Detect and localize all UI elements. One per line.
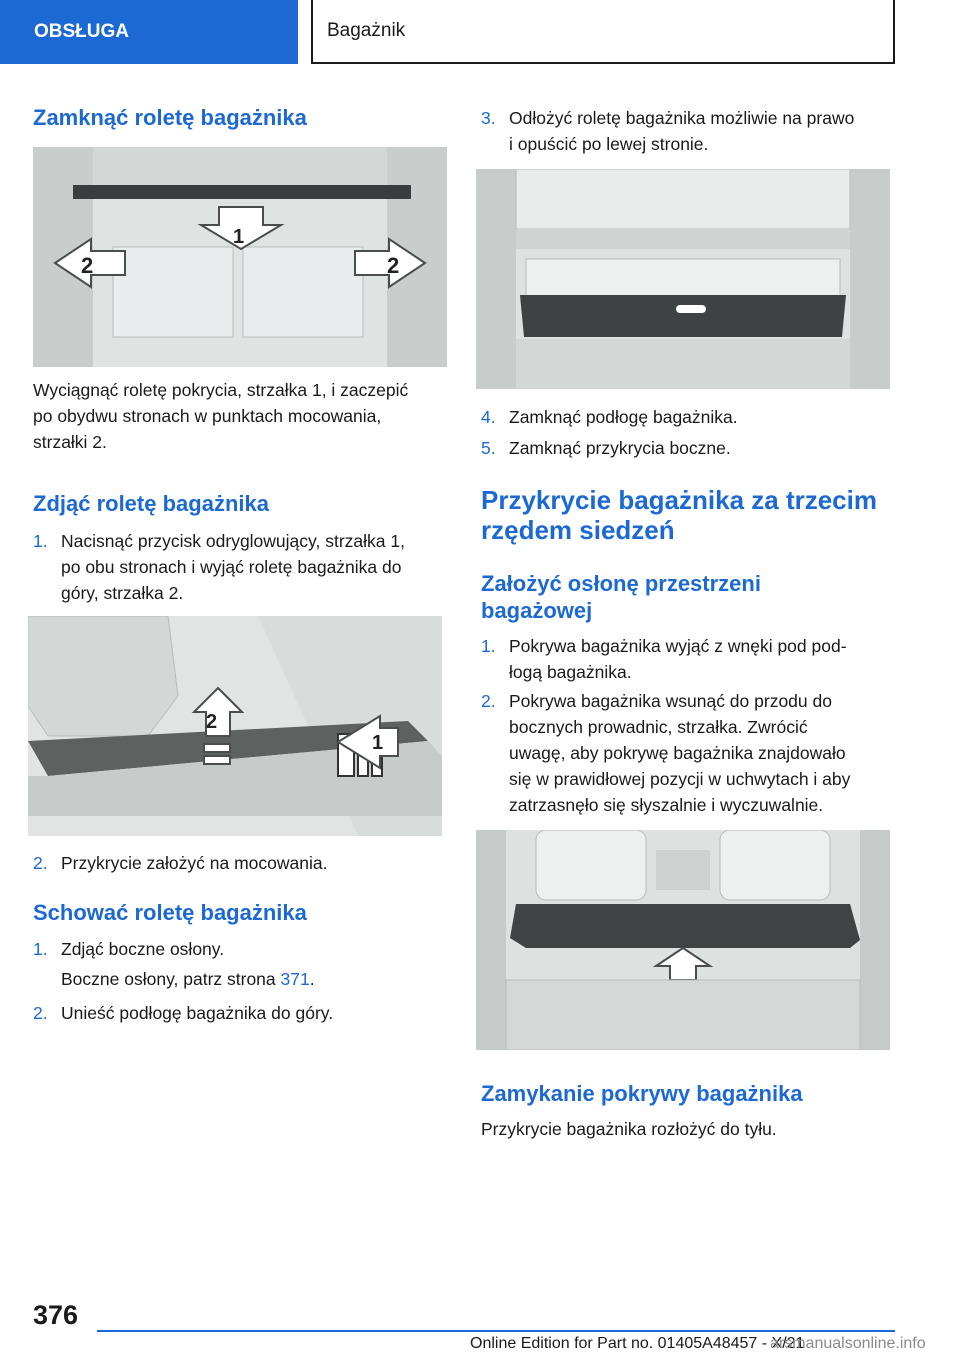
step-text: się w prawidłowej pozycji w uchwytach i aby: [509, 769, 851, 789]
fig1-label-2b: 2: [387, 253, 400, 278]
step-text: góry, strzałka 2.: [61, 583, 184, 603]
fig1-label-1: 1: [233, 226, 245, 248]
heading-fit-cover-line-1: Założyć osłonę przestrzeni: [481, 571, 761, 596]
step-number: 2.: [481, 691, 496, 711]
fig2-label-1: 1: [372, 732, 384, 754]
section-label: OBSŁUGA: [34, 21, 129, 42]
step-text: Zamknąć podłogę bagażnika.: [509, 407, 738, 427]
page-number: 376: [33, 1300, 79, 1330]
step-number: 1.: [33, 531, 48, 551]
paragraph-close-line-2: po obydwu stronach w punktach mocowania,: [33, 406, 382, 426]
watermark: arsmanualsonline.info: [770, 1335, 926, 1352]
step-text: bocznych prowadnic, strzałka. Zwrócić: [509, 717, 808, 737]
step-number: 2.: [33, 853, 48, 873]
heading-close-roller: Zamknąć roletę bagażnika: [33, 105, 307, 130]
step-text: Pokrywa bagażnika wyjąć z wnęki pod pod-: [509, 636, 847, 656]
figure-roller-remove: [28, 616, 442, 836]
step-text: po obu stronach i wyjąć roletę bagażnika do: [61, 557, 402, 577]
section-tab: [0, 0, 298, 64]
step-text: i opuścić po lewej stronie.: [509, 134, 709, 154]
heading-close-cover: Zamykanie pokrywy bagażnika: [481, 1081, 803, 1106]
step-text: Odłożyć roletę bagażnika możliwie na prawo: [509, 108, 855, 128]
footer-rule: [97, 1330, 895, 1332]
paragraph-close-cover: Przykrycie bagażnika rozłożyć do tyłu.: [481, 1119, 777, 1139]
step-text: łogą bagażnika.: [509, 662, 632, 682]
figure-cover-install: [476, 830, 890, 1050]
step-note: [61, 967, 315, 991]
step-number: 1.: [481, 636, 496, 656]
note-text: Boczne osłony, patrz strona: [61, 969, 281, 989]
step-text: Unieść podłogę bagażnika do góry.: [61, 1003, 334, 1023]
chapter-label: Bagażnik: [327, 20, 406, 41]
step-text: zatrzasnęło się słyszalnie i wyczuwalnie.: [509, 795, 824, 815]
heading-fit-cover-line-2: bagażowej: [481, 598, 593, 623]
heading-third-row-line-2: rzędem siedzeń: [481, 515, 675, 545]
note-suffix: .: [309, 969, 315, 989]
fig2-label-2: 2: [206, 711, 218, 733]
step-text: Zamknąć przykrycia boczne.: [509, 438, 731, 458]
footer-edition: Online Edition for Part no. 01405A48457 - X/21: [470, 1335, 805, 1352]
heading-third-row-line-1: Przykrycie bagażnika za trzecim: [481, 485, 877, 515]
figure-roller-stow: [476, 169, 890, 389]
step-number: 5.: [481, 438, 496, 458]
step-number: 4.: [481, 407, 496, 427]
step-text: Pokrywa bagażnika wsunąć do przodu do: [509, 691, 832, 711]
step-text: Nacisnąć przycisk odryglowujący, strzałka 1,: [61, 531, 405, 551]
paragraph-close-line-3: strzałki 2.: [33, 432, 107, 452]
step-text: Przykrycie założyć na mocowania.: [61, 853, 328, 873]
heading-stow-roller: Schować roletę bagażnika: [33, 900, 307, 925]
step-text: Zdjąć boczne osłony.: [61, 939, 225, 959]
paragraph-close-line-1: Wyciągnąć roletę pokrycia, strzałka 1, i zaczepić: [33, 380, 409, 400]
step-number: 3.: [481, 108, 496, 128]
chapter-tab: [311, 0, 895, 64]
step-text: uwagę, aby pokrywę bagażnika znajdowało: [509, 743, 846, 763]
figure-roller-extend: [33, 147, 447, 367]
step-number: 1.: [33, 939, 48, 959]
step-number: 2.: [33, 1003, 48, 1023]
fig1-label-2a: 2: [81, 253, 94, 278]
page-link[interactable]: 371: [280, 969, 310, 989]
heading-remove-roller: Zdjąć roletę bagażnika: [33, 491, 269, 516]
